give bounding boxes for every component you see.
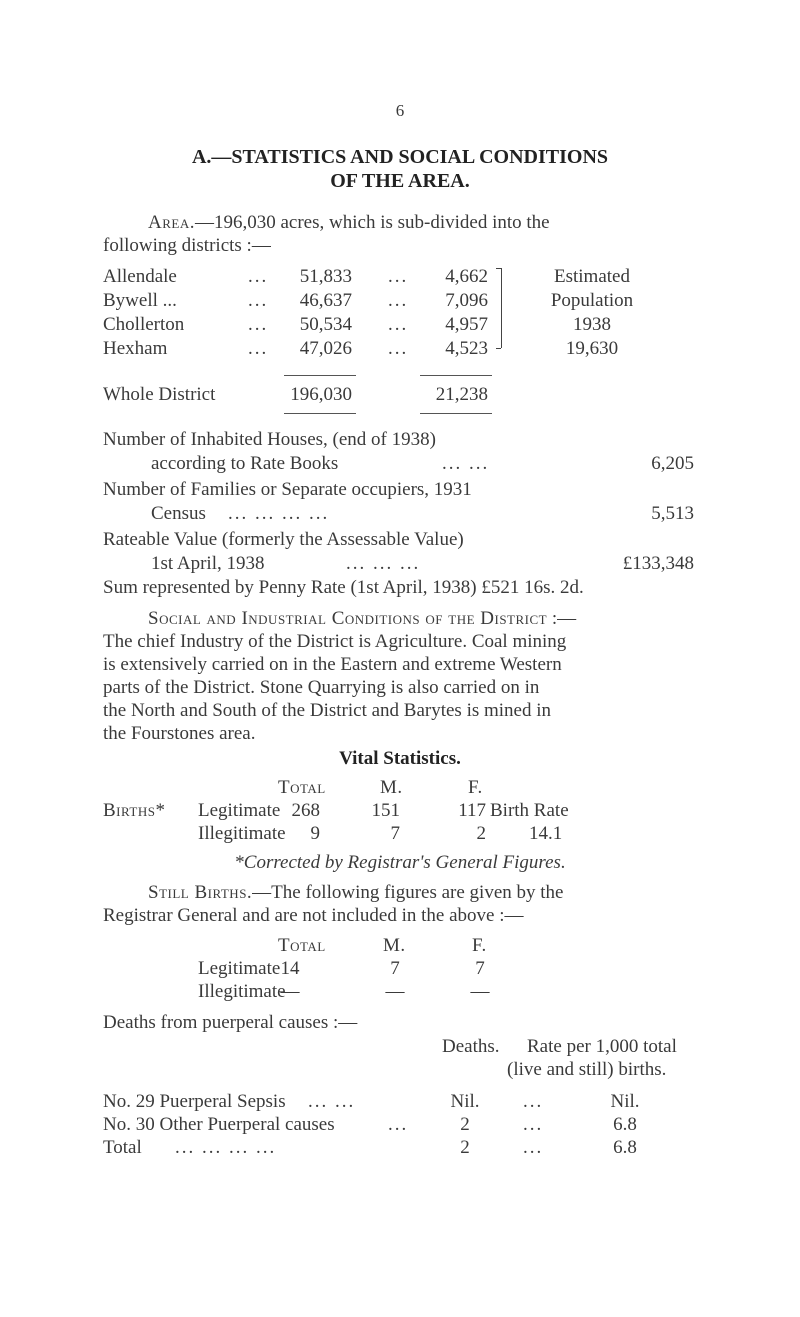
puerperal-row-label: Total	[103, 1137, 142, 1158]
area-text-1: —196,030 acres, which is sub-divided into the	[194, 212, 550, 233]
district-acres: 51,833	[299, 266, 352, 287]
district-dots: ...	[248, 338, 269, 359]
social-line-2: The chief Industry of the District is Agriculture. Coal mining	[103, 631, 567, 652]
puerperal-row-deaths: 2	[460, 1137, 470, 1158]
puerperal-row-deaths: Nil.	[450, 1091, 480, 1112]
area-line-1	[148, 212, 550, 234]
district-name: Bywell ...	[103, 290, 177, 311]
district-name: Allendale	[103, 266, 177, 287]
puerperal-row-sep: ...	[523, 1091, 544, 1112]
estimated-label: Estimated	[554, 266, 630, 287]
births-row-f: 2	[476, 823, 486, 844]
families-value: 5,513	[651, 503, 694, 524]
still-row-m: —	[385, 981, 405, 1002]
still-row-m: 7	[390, 958, 400, 979]
birth-rate-value: 14.1	[529, 823, 563, 844]
district-dots: ...	[248, 290, 269, 311]
still-col-m: M.	[383, 935, 406, 956]
houses-line-1: Number of Inhabited Houses, (end of 1938)	[103, 429, 436, 450]
births-row-total: 268	[291, 800, 320, 821]
families-line-2: Census	[151, 503, 206, 524]
whole-district-acres: 196,030	[290, 384, 352, 405]
title-line-1: A.—STATISTICS AND SOCIAL CONDITIONS	[191, 146, 609, 168]
district-population: 4,523	[445, 338, 488, 359]
houses-dots: ... ...	[442, 453, 490, 474]
rule-acres-top	[284, 375, 356, 376]
title-line-2: OF THE AREA.	[330, 170, 470, 192]
houses-line-2: according to Rate Books	[151, 453, 339, 474]
births-row-total: 9	[310, 823, 320, 844]
vital-col-m: M.	[380, 777, 403, 798]
rateable-value: £133,348	[622, 553, 694, 574]
district-population: 4,957	[445, 314, 488, 335]
district-sep: ...	[388, 314, 409, 335]
area-line-2: following districts :—	[103, 235, 271, 256]
social-line-3: is extensively carried on in the Eastern and extreme Western	[103, 654, 562, 675]
births-label: Births*	[103, 800, 166, 821]
district-sep: ...	[388, 338, 409, 359]
rule-acres-bottom	[284, 413, 356, 414]
still-births-label: Still Births.	[148, 882, 253, 903]
families-line-1: Number of Families or Separate occupiers, 1931	[103, 479, 472, 500]
puerperal-row-label: No. 30 Other Puerperal causes	[103, 1114, 335, 1135]
district-acres: 50,534	[299, 314, 352, 335]
still-row-label: Legitimate	[198, 958, 281, 979]
puerperal-heading: Deaths from puerperal causes :—	[103, 1012, 358, 1033]
social-heading-line	[148, 608, 576, 630]
puerperal-row-sep: ...	[523, 1137, 544, 1158]
estimated-year: 1938	[573, 314, 611, 335]
population-label: Population	[550, 290, 634, 311]
rateable-dots: ... ... ...	[346, 553, 421, 574]
puerperal-row-rate: 6.8	[613, 1114, 637, 1135]
rule-population-bottom	[420, 413, 492, 414]
births-row-label: Legitimate	[198, 800, 281, 821]
district-population: 4,662	[445, 266, 488, 287]
puerperal-row-deaths: 2	[460, 1114, 470, 1135]
district-population: 7,096	[445, 290, 488, 311]
social-line-5: the North and South of the District and Barytes is mined in	[103, 700, 552, 721]
vital-footnote: *Corrected by Registrar's General Figures.	[234, 852, 566, 873]
puerperal-row-dots: ... ...	[308, 1091, 356, 1112]
still-col-f: F.	[472, 935, 487, 956]
still-col-total: Total	[278, 935, 326, 956]
social-heading-rest: :—	[551, 608, 577, 629]
puerperal-row-dots: ...	[388, 1114, 409, 1135]
whole-district-label: Whole District	[103, 384, 216, 405]
penny-rate-line: Sum represented by Penny Rate (1st April, 1938) £521 16s. 2d.	[103, 577, 584, 598]
district-dots: ...	[248, 314, 269, 335]
still-births-line-2: Registrar General and are not included in the above :—	[103, 905, 524, 926]
still-births-line-1	[148, 882, 563, 904]
rateable-line-2: 1st April, 1938	[151, 553, 265, 574]
families-dots: ... ... ... ...	[228, 503, 330, 524]
vital-col-total: Total	[278, 777, 326, 798]
births-row-m: 7	[390, 823, 400, 844]
puerperal-row-sep: ...	[523, 1114, 544, 1135]
district-sep: ...	[388, 266, 409, 287]
births-row-m: 151	[371, 800, 400, 821]
houses-value: 6,205	[651, 453, 694, 474]
social-line-6: the Fourstones area.	[103, 723, 256, 744]
vital-col-f: F.	[468, 777, 483, 798]
rateable-line-1: Rateable Value (formerly the Assessable Value)	[103, 529, 464, 550]
page-number: 6	[395, 101, 405, 120]
vital-statistics-heading: Vital Statistics.	[339, 748, 461, 769]
district-dots: ...	[248, 266, 269, 287]
area-label: Area.	[148, 212, 195, 233]
whole-district-population: 21,238	[435, 384, 488, 405]
still-row-f: —	[470, 981, 490, 1002]
still-row-label: Illegitimate	[198, 981, 286, 1002]
district-name: Chollerton	[103, 314, 185, 335]
social-line-4: parts of the District. Stone Quarrying is also carried on in	[103, 677, 540, 698]
still-births-text-1: —The following figures are given by the	[252, 882, 564, 903]
district-acres: 46,637	[299, 290, 352, 311]
puerperal-row-label: No. 29 Puerperal Sepsis	[103, 1091, 286, 1112]
puerperal-row-dots: ... ... ... ...	[175, 1137, 277, 1158]
puerperal-row-rate: Nil.	[610, 1091, 640, 1112]
district-sep: ...	[388, 290, 409, 311]
births-row-f: 117	[458, 800, 486, 821]
puerperal-col-rate-1: Rate per 1,000 total	[527, 1036, 677, 1057]
still-row-total: 14	[280, 958, 300, 979]
rule-population-top	[420, 375, 492, 376]
births-row-label: Illegitimate	[198, 823, 286, 844]
still-row-f: 7	[475, 958, 485, 979]
district-name: Hexham	[103, 338, 168, 359]
still-row-total: —	[280, 981, 300, 1002]
puerperal-col-deaths: Deaths.	[442, 1036, 500, 1057]
estimated-population-value: 19,630	[565, 338, 619, 359]
puerperal-row-rate: 6.8	[613, 1137, 637, 1158]
puerperal-col-rate-2: (live and still) births.	[507, 1059, 667, 1080]
birth-rate-label: Birth Rate	[490, 800, 569, 821]
district-acres: 47,026	[299, 338, 352, 359]
social-heading: Social and Industrial Conditions of the District	[148, 608, 548, 629]
